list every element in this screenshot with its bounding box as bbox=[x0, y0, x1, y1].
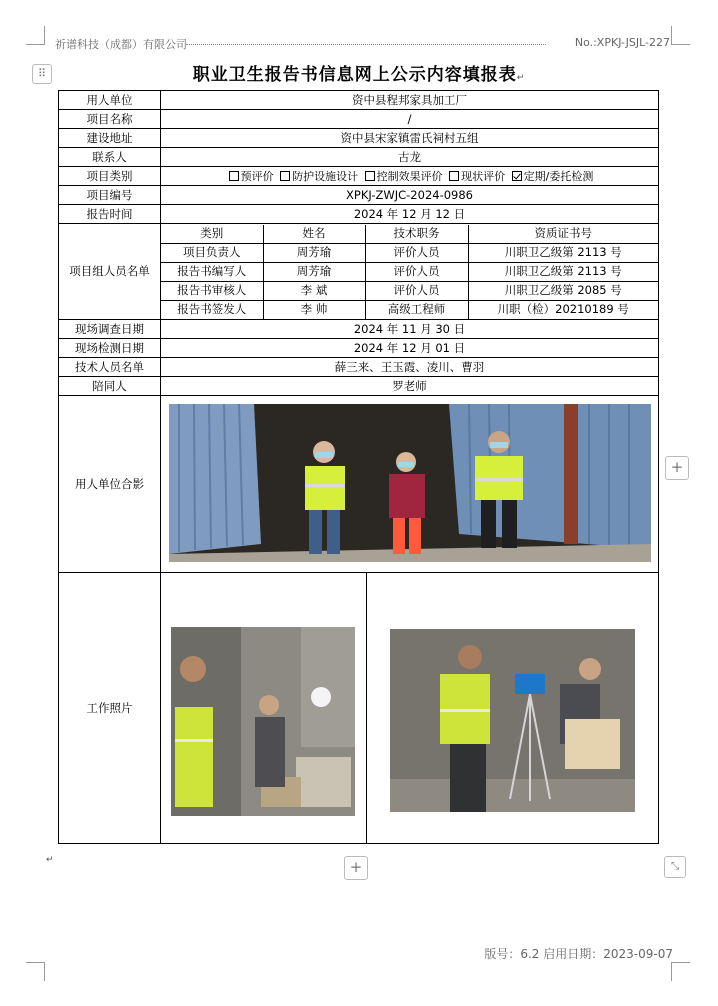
team-header-role: 类别 bbox=[161, 225, 263, 244]
tech-staff-value[interactable]: 薛三来、王玉霞、凌川、曹羽 bbox=[161, 358, 659, 377]
checkbox-label: 控制效果评价 bbox=[376, 169, 443, 183]
contact-label: 联系人 bbox=[59, 148, 161, 167]
project-name-label: 项目名称 bbox=[59, 110, 161, 129]
address-label: 建设地址 bbox=[59, 129, 161, 148]
project-name-value[interactable]: / bbox=[161, 110, 659, 129]
team-header-cert: 资质证书号 bbox=[468, 225, 658, 244]
team-cert[interactable]: 川职卫乙级第 2113 号 bbox=[468, 243, 658, 262]
team-role[interactable]: 项目负责人 bbox=[161, 243, 263, 262]
table-row bbox=[161, 281, 658, 300]
team-header-name: 姓名 bbox=[263, 225, 365, 244]
add-row-bottom-button[interactable] bbox=[344, 856, 368, 880]
test-date-value[interactable]: 2024 年 12 月 01 日 bbox=[161, 339, 659, 358]
header-dotted-line bbox=[186, 44, 546, 45]
team-table bbox=[161, 225, 658, 319]
checkbox-label: 防护设施设计 bbox=[292, 169, 359, 183]
team-name[interactable]: 周芳瑜 bbox=[263, 262, 365, 281]
work-photo-label: 工作照片 bbox=[59, 573, 161, 844]
header-company: 祈谱科技（成都）有限公司 bbox=[55, 38, 187, 51]
team-name[interactable]: 李 斌 bbox=[263, 281, 365, 300]
table-resize-icon[interactable]: ⤡ bbox=[664, 856, 686, 878]
checkbox-protection-design[interactable] bbox=[280, 171, 290, 181]
tech-staff-label: 技术人员名单 bbox=[59, 358, 161, 377]
crop-mark-bottom-left bbox=[26, 962, 45, 981]
header-doc-number: No.:XPKJ-JSJL-227 bbox=[574, 36, 670, 49]
checkbox-control-effect[interactable] bbox=[365, 171, 375, 181]
add-row-side-button[interactable] bbox=[665, 456, 689, 480]
work-photo-cell bbox=[161, 573, 659, 844]
team-title[interactable]: 评价人员 bbox=[365, 243, 468, 262]
checkbox-label: 定期/委托检测 bbox=[523, 169, 594, 183]
escort-label: 陪同人 bbox=[59, 377, 161, 396]
row-tech-staff bbox=[59, 358, 659, 377]
team-name[interactable]: 李 帅 bbox=[263, 300, 365, 319]
row-employer bbox=[59, 91, 659, 110]
table-row bbox=[161, 243, 658, 262]
row-contact bbox=[59, 148, 659, 167]
team-cert[interactable]: 川职卫乙级第 2113 号 bbox=[468, 262, 658, 281]
plus-icon: + bbox=[670, 458, 684, 476]
team-title[interactable]: 高级工程师 bbox=[365, 300, 468, 319]
checkbox-label: 现状评价 bbox=[461, 169, 506, 183]
employer-label: 用人单位 bbox=[59, 91, 161, 110]
row-test-date bbox=[59, 339, 659, 358]
paragraph-mark: ↵ bbox=[46, 855, 54, 865]
team-name[interactable]: 周芳瑜 bbox=[263, 243, 365, 262]
team-table-cell bbox=[161, 224, 659, 320]
address-value[interactable]: 资中县宋家镇雷氏祠村五组 bbox=[161, 129, 659, 148]
table-move-handle-icon[interactable]: ⠿ bbox=[32, 64, 52, 84]
team-header-row bbox=[161, 225, 658, 244]
contact-value[interactable]: 古龙 bbox=[161, 148, 659, 167]
group-photo-image bbox=[169, 404, 651, 562]
crop-mark-top-right bbox=[671, 26, 690, 45]
work-photo-right-cell bbox=[366, 573, 658, 843]
team-title[interactable]: 评价人员 bbox=[365, 281, 468, 300]
table-row bbox=[161, 300, 658, 319]
checkbox-pre-evaluation[interactable] bbox=[229, 171, 239, 181]
project-no-value[interactable]: XPKJ-ZWJC-2024-0986 bbox=[161, 186, 659, 205]
row-escort bbox=[59, 377, 659, 396]
row-address bbox=[59, 129, 659, 148]
team-role[interactable]: 报告书编写人 bbox=[161, 262, 263, 281]
team-role[interactable]: 报告书审核人 bbox=[161, 281, 263, 300]
team-cert[interactable]: 川职（检）20210189 号 bbox=[468, 300, 658, 319]
row-project-name bbox=[59, 110, 659, 129]
team-title[interactable]: 评价人员 bbox=[365, 262, 468, 281]
row-team bbox=[59, 224, 659, 320]
row-report-time bbox=[59, 205, 659, 224]
group-photo-cell bbox=[161, 396, 659, 573]
group-photo[interactable] bbox=[169, 404, 651, 562]
work-photo-table bbox=[161, 573, 658, 843]
footer-version: 版号：6.2 启用日期：2023-09-07 bbox=[484, 947, 673, 961]
work-photo-left-cell bbox=[161, 573, 366, 843]
row-group-photo bbox=[59, 396, 659, 573]
project-no-label: 项目编号 bbox=[59, 186, 161, 205]
work-photo-2-image bbox=[390, 629, 635, 812]
employer-value[interactable]: 资中县程邦家具加工厂 bbox=[161, 91, 659, 110]
group-photo-label: 用人单位合影 bbox=[59, 396, 161, 573]
work-photo-1[interactable] bbox=[171, 627, 355, 816]
team-label: 项目组人员名单 bbox=[59, 224, 161, 320]
report-time-value[interactable]: 2024 年 12 月 12 日 bbox=[161, 205, 659, 224]
crop-mark-bottom-right bbox=[671, 962, 690, 981]
category-options bbox=[161, 167, 659, 186]
page-title: 职业卫生报告书信息网上公示内容填报表↵ bbox=[192, 65, 526, 85]
row-survey-date bbox=[59, 320, 659, 339]
team-header-title: 技术职务 bbox=[365, 225, 468, 244]
work-photo-1-image bbox=[171, 627, 355, 816]
plus-icon: + bbox=[349, 858, 363, 876]
checkbox-label: 预评价 bbox=[240, 169, 274, 183]
row-category bbox=[59, 167, 659, 186]
work-photo-2[interactable] bbox=[390, 629, 635, 812]
category-label: 项目类别 bbox=[59, 167, 161, 186]
checkbox-status-evaluation[interactable] bbox=[449, 171, 459, 181]
escort-value[interactable]: 罗老师 bbox=[161, 377, 659, 396]
team-cert[interactable]: 川职卫乙级第 2085 号 bbox=[468, 281, 658, 300]
checkbox-periodic-detection[interactable] bbox=[512, 171, 522, 181]
survey-date-label: 现场调查日期 bbox=[59, 320, 161, 339]
crop-mark-top-left bbox=[26, 26, 45, 45]
table-row bbox=[161, 262, 658, 281]
test-date-label: 现场检测日期 bbox=[59, 339, 161, 358]
team-role[interactable]: 报告书签发人 bbox=[161, 300, 263, 319]
report-time-label: 报告时间 bbox=[59, 205, 161, 224]
survey-date-value[interactable]: 2024 年 11 月 30 日 bbox=[161, 320, 659, 339]
row-project-no bbox=[59, 186, 659, 205]
row-work-photo bbox=[59, 573, 659, 844]
form-table bbox=[58, 90, 659, 844]
